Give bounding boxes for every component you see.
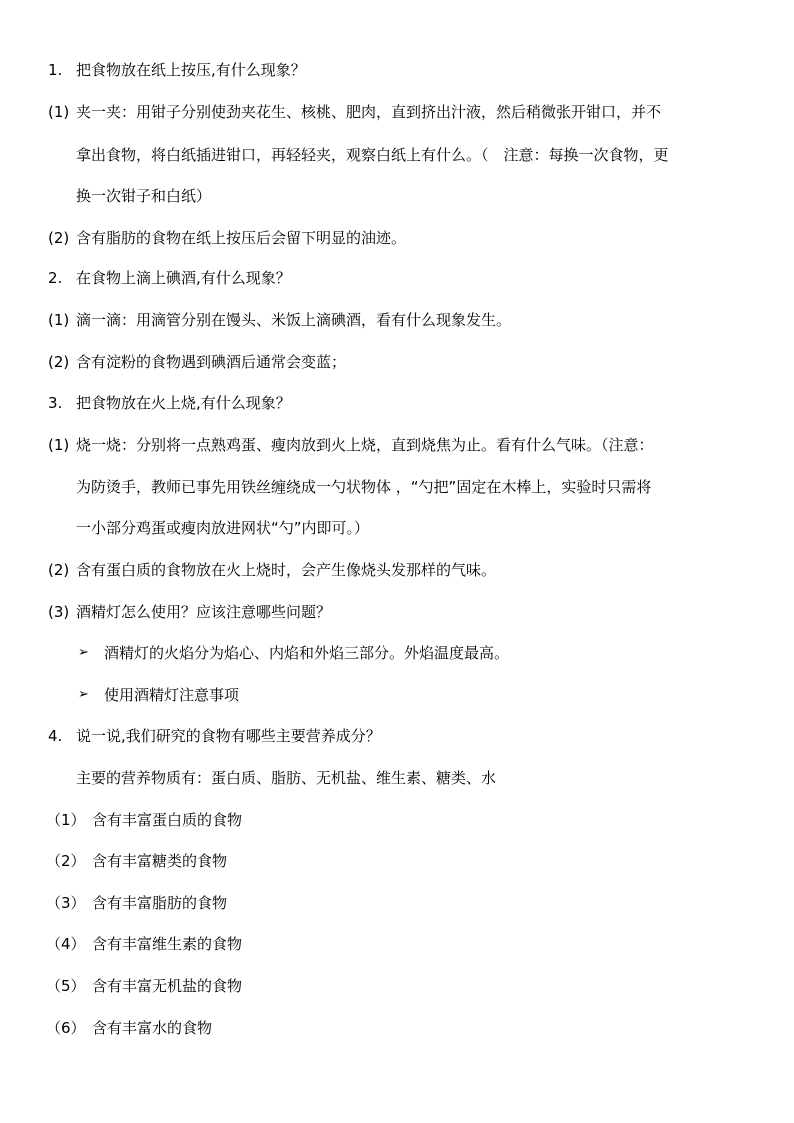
arrow-bullet-icon: ➢ (78, 687, 89, 702)
item-text: 含有蛋白质的食物放在火上烧时，会产生像烧头发那样的气味。 (76, 561, 497, 579)
item-text: 为防烫手，教师已事先用铁丝缠绕成一勺状物体 ，“勺把”固定在木棒上，实验时只需将 (76, 478, 652, 496)
item-text: 酒精灯的火焰分为焰心、内焰和外焰三部分。外焰温度最高。 (104, 644, 510, 662)
item-text: 把食物放在火上烧,有什么现象？ (76, 394, 291, 412)
item-number: （1） (46, 811, 86, 829)
item-text: 在食物上滴上碘酒,有什么现象？ (76, 269, 291, 287)
item-number: (1) (48, 103, 70, 121)
item-number: 4. (48, 727, 63, 745)
item-text: 烧一烧：分别将一点熟鸡蛋、瘦肉放到火上烧，直到烧焦为止。看有什么气味。（注意： (76, 436, 654, 454)
item-number: (2) (48, 561, 70, 579)
item-text: 含有丰富无机盐的食物 (92, 977, 243, 995)
item-text: 说一说,我们研究的食物有哪些主要营养成分？ (76, 727, 381, 745)
item-text: 夹一夹：用钳子分别使劲夹花生、核桃、肥肉，直到挤出汁液，然后稍微张开钳口，并不 (76, 103, 662, 121)
item-text: 含有丰富糖类的食物 (92, 852, 228, 870)
item-text: 一小部分鸡蛋或瘦肉放进网状“勺”内即可。） (76, 519, 370, 537)
item-text: 使用酒精灯注意事项 (104, 686, 240, 704)
item-number: 2. (48, 269, 63, 287)
item-number: (1) (48, 436, 70, 454)
item-number: 3. (48, 394, 63, 412)
item-number: (2) (48, 353, 70, 371)
item-number: （3） (46, 894, 86, 912)
item-number: （6） (46, 1019, 86, 1037)
item-number: 1. (48, 61, 63, 79)
item-text: 主要的营养物质有：蛋白质、脂肪、无机盐、维生素、糖类、水 (76, 769, 497, 787)
item-text: 滴一滴：用滴管分别在馒头、米饭上滴碘酒，看有什么现象发生。 (76, 311, 512, 329)
item-text: 含有脂肪的食物在纸上按压后会留下明显的油迹。 (76, 229, 407, 247)
item-number: (1) (48, 311, 70, 329)
item-number: (2) (48, 229, 70, 247)
item-text: 含有淀粉的食物遇到碘酒后通常会变蓝； (76, 353, 347, 371)
item-text: 换一次钳子和白纸） (76, 187, 212, 205)
item-text: 把食物放在纸上按压,有什么现象？ (76, 61, 306, 79)
item-text: 含有丰富蛋白质的食物 (92, 811, 243, 829)
item-number: （5） (46, 977, 86, 995)
item-number: （2） (46, 852, 86, 870)
item-text: 酒精灯怎么使用？应该注意哪些问题？ (76, 603, 332, 621)
item-text: 含有丰富维生素的食物 (92, 935, 243, 953)
item-text: 拿出食物，将白纸插进钳口，再轻轻夹，观察白纸上有什么。（ 注意：每换一次食物，更 (76, 146, 669, 164)
arrow-bullet-icon: ➢ (78, 645, 89, 660)
item-number: （4） (46, 935, 86, 953)
item-text: 含有丰富水的食物 (92, 1019, 213, 1037)
item-number: (3) (48, 603, 70, 621)
item-text: 含有丰富脂肪的食物 (92, 894, 228, 912)
